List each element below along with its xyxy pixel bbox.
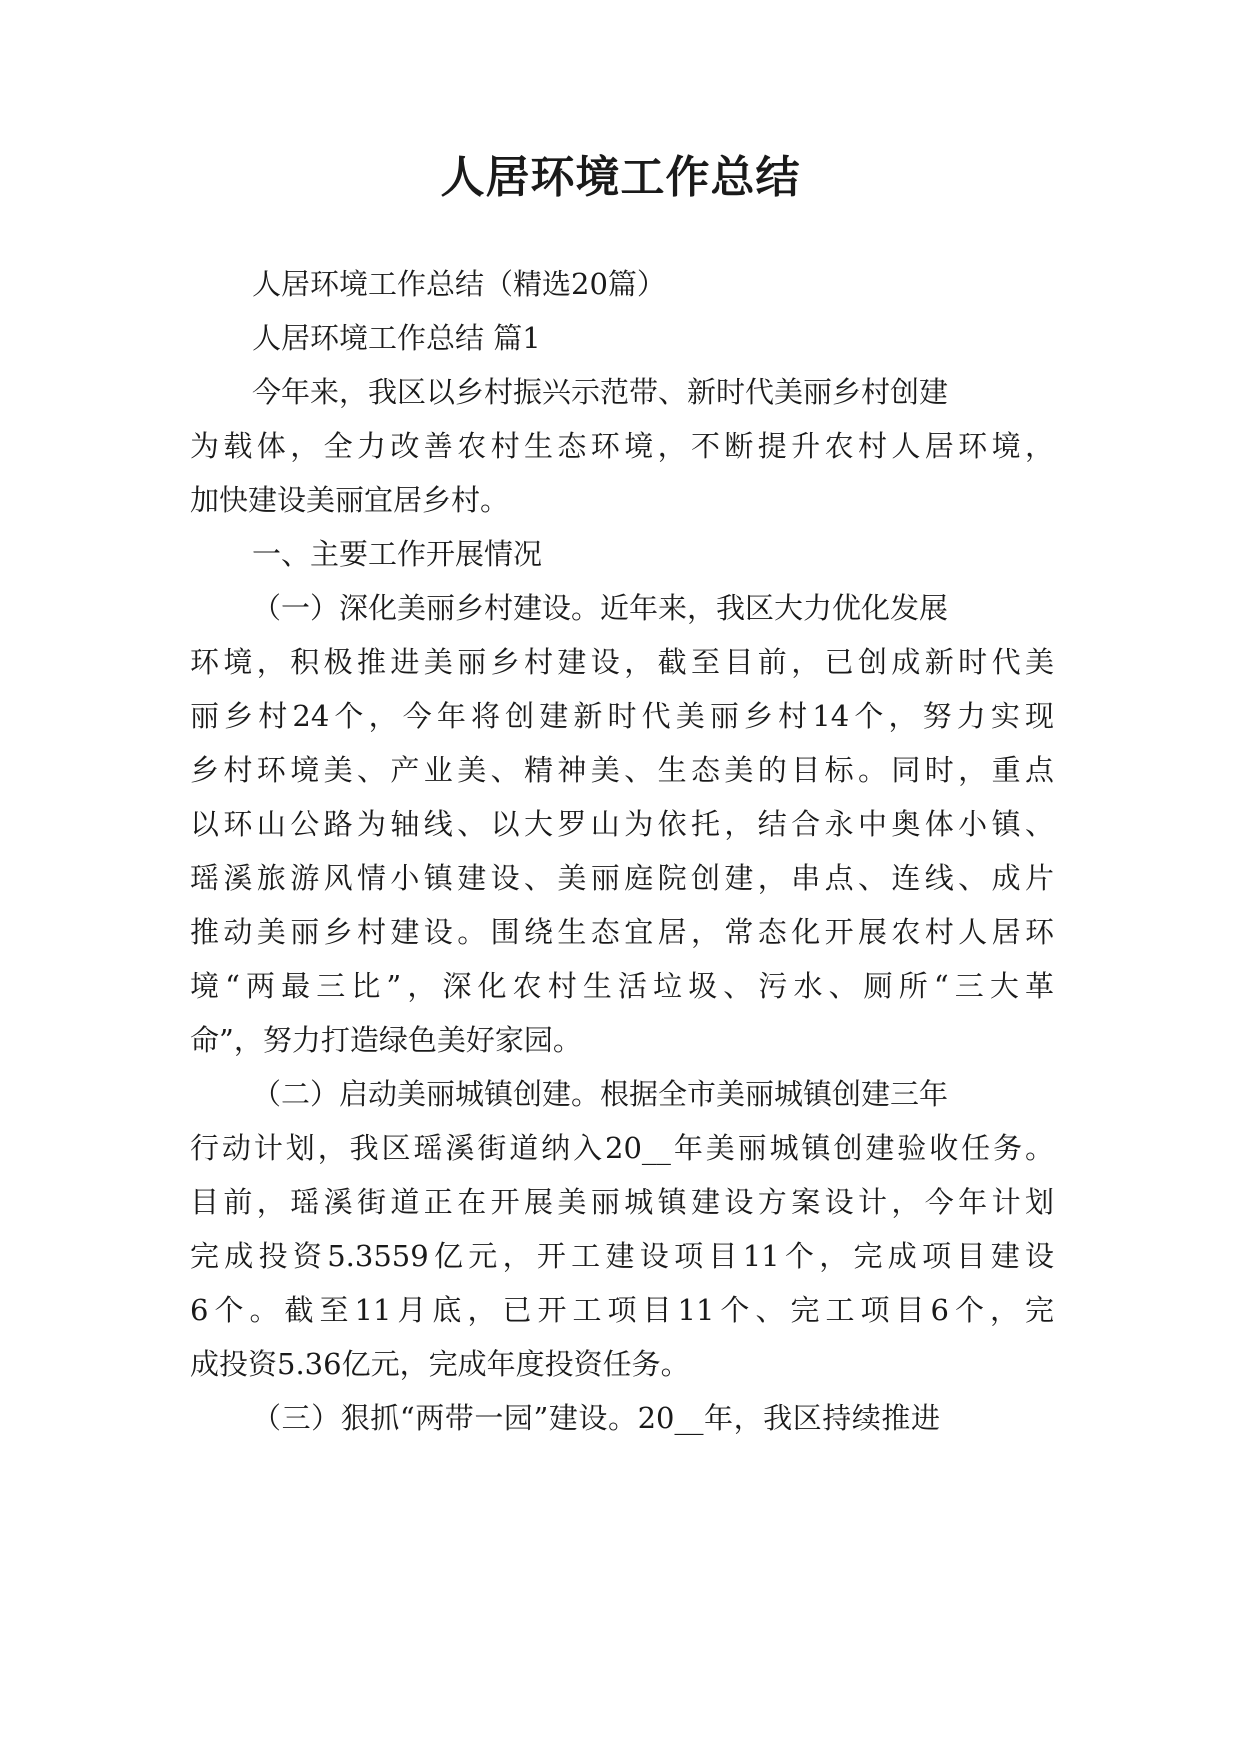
document-title: 人居环境工作总结 bbox=[440, 152, 801, 203]
collection-subtitle: 人居环境工作总结（精选20篇） bbox=[252, 267, 666, 301]
paragraph-line: 环境，积极推进美丽乡村建设，截至目前，已创成新时代美 bbox=[190, 645, 1054, 679]
paragraph-line: （二）启动美丽城镇创建。根据全市美丽城镇创建三年 bbox=[252, 1077, 949, 1111]
paragraph-line: 目前，瑶溪街道正在开展美丽城镇建设方案设计，今年计划 bbox=[190, 1185, 1054, 1219]
paragraph-line: （三）狠抓“两带一园”建设。20__年，我区持续推进 bbox=[252, 1401, 940, 1435]
paragraph-line: 丽乡村24个，今年将创建新时代美丽乡村14个，努力实现 bbox=[190, 699, 1054, 733]
paragraph-line: （一）深化美丽乡村建设。近年来，我区大力优化发展 bbox=[252, 591, 949, 625]
section-heading-article-1: 人居环境工作总结 篇1 bbox=[252, 321, 541, 355]
paragraph-line: 命”，努力打造绿色美好家园。 bbox=[190, 1023, 582, 1057]
paragraph-line: 以环山公路为轴线、以大罗山为依托，结合永中奥体小镇、 bbox=[190, 807, 1054, 841]
paragraph-line: 乡村环境美、产业美、精神美、生态美的目标。同时，重点 bbox=[190, 753, 1054, 787]
paragraph-line: 6个。截至11月底，已开工项目11个、完工项目6个，完 bbox=[190, 1293, 1054, 1327]
paragraph-line: 加快建设美丽宜居乡村。 bbox=[190, 483, 510, 517]
paragraph-line: 今年来，我区以乡村振兴示范带、新时代美丽乡村创建 bbox=[252, 375, 949, 409]
paragraph-line: 行动计划，我区瑶溪街道纳入20__年美丽城镇创建验收任务。 bbox=[190, 1131, 1054, 1165]
paragraph-line: 推动美丽乡村建设。围绕生态宜居，常态化开展农村人居环 bbox=[190, 915, 1054, 949]
section-heading-main-work: 一、主要工作开展情况 bbox=[252, 537, 543, 571]
paragraph-line: 完成投资5.3559亿元，开工建设项目11个，完成项目建设 bbox=[190, 1239, 1054, 1273]
paragraph-line: 境“两最三比”，深化农村生活垃圾、污水、厕所“三大革 bbox=[190, 969, 1054, 1003]
paragraph-line: 为载体，全力改善农村生态环境，不断提升农村人居环境， bbox=[190, 429, 1054, 463]
paragraph-line: 成投资5.36亿元，完成年度投资任务。 bbox=[190, 1347, 690, 1381]
paragraph-line: 瑶溪旅游风情小镇建设、美丽庭院创建，串点、连线、成片 bbox=[190, 861, 1054, 895]
